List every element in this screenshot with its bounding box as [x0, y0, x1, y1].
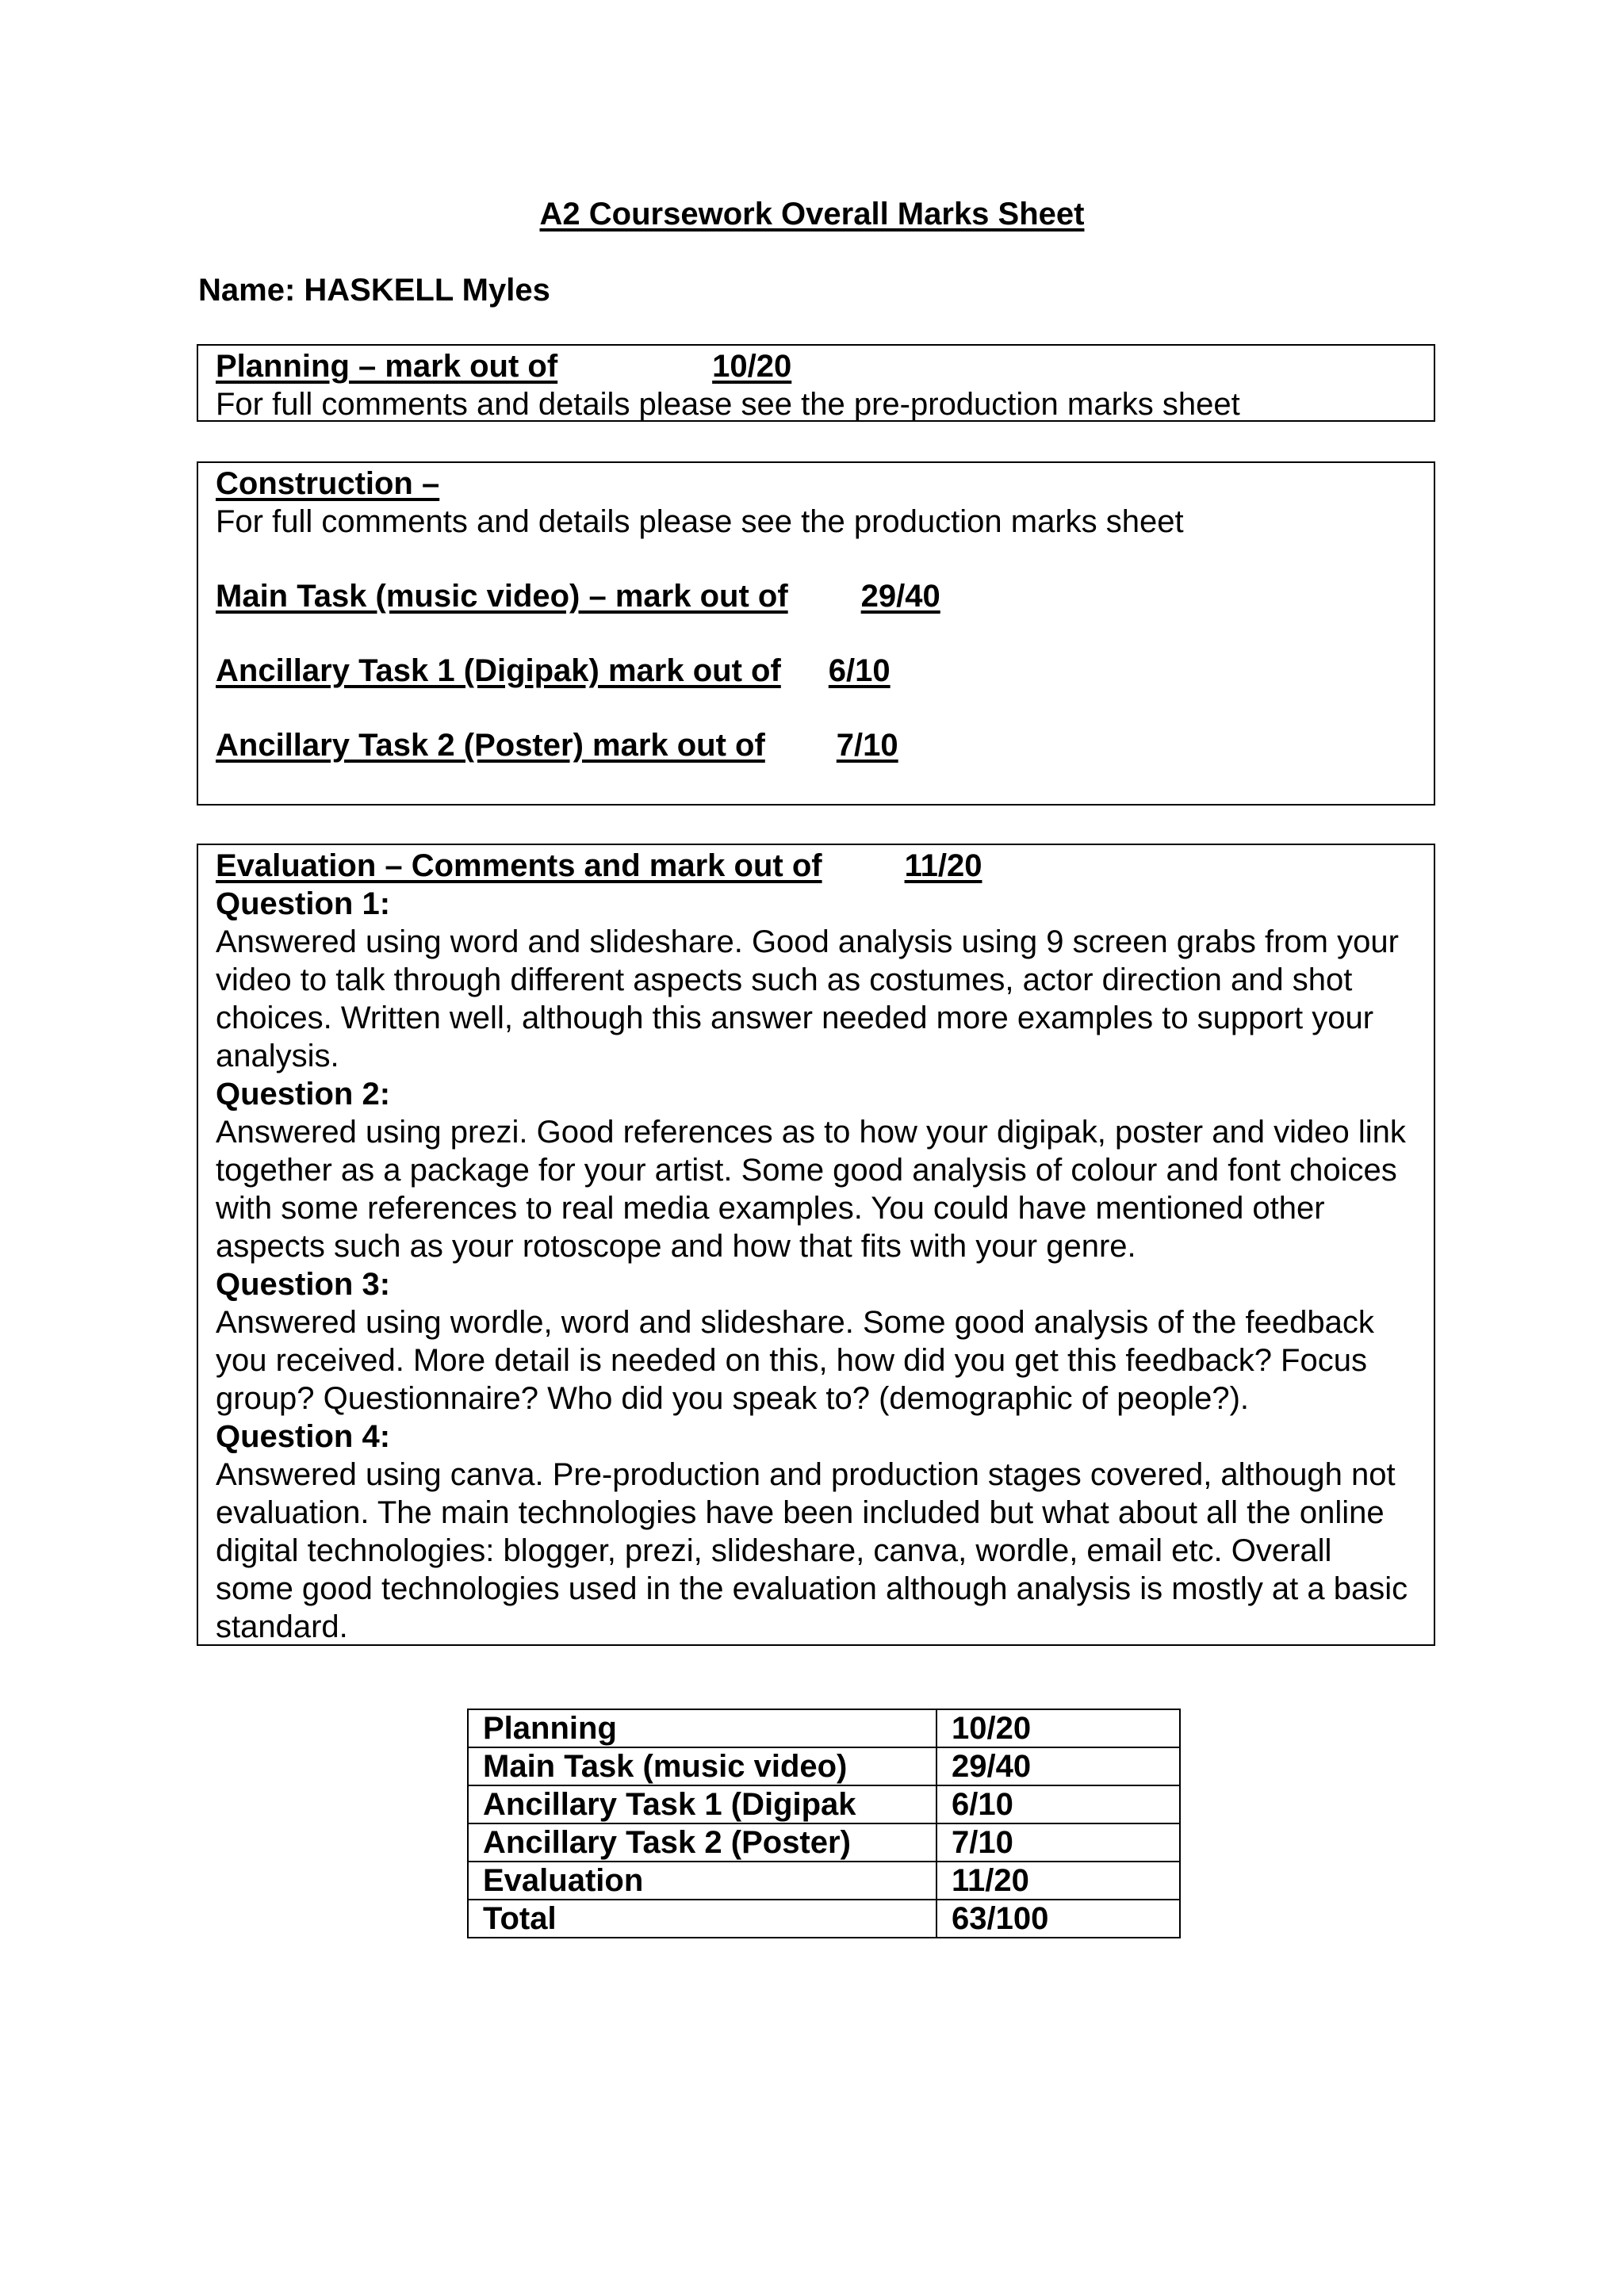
ancillary1-line: Ancillary Task 1 (Digipak) mark out of 6/10 — [216, 653, 891, 688]
main-task-mark: 29/40 — [860, 579, 940, 614]
planning-section — [197, 344, 1435, 422]
question-3-label: Question 3: — [216, 1267, 391, 1302]
row-label: Evaluation — [468, 1862, 936, 1900]
row-mark: 11/20 — [936, 1862, 1180, 1900]
construction-note: For full comments and details please see the production marks sheet — [216, 504, 1184, 539]
table-row-total — [468, 1900, 1180, 1938]
ancillary2-mark: 7/10 — [836, 728, 898, 763]
row-label: Main Task (music video) — [468, 1747, 936, 1785]
question-1-text: Answered using word and slideshare. Good analysis using 9 screen grabs from your video to talk through different aspects such as costumes, actor direction and shot choices. Written well, although this answer needed more examples to support your analysis. — [216, 924, 1399, 1073]
row-mark: 7/10 — [936, 1823, 1180, 1862]
row-mark: 10/20 — [936, 1709, 1180, 1747]
table-row — [468, 1709, 1180, 1747]
table-row — [468, 1747, 1180, 1785]
evaluation-heading: Evaluation – Comments and mark out of 11/20 — [216, 848, 982, 883]
planning-note: For full comments and details please see the pre-production marks sheet — [216, 387, 1240, 422]
table-row — [468, 1785, 1180, 1823]
evaluation-mark: 11/20 — [904, 848, 982, 883]
row-label: Ancillary Task 1 (Digipak — [468, 1785, 936, 1823]
page-title: A2 Coursework Overall Marks Sheet — [539, 197, 1085, 232]
evaluation-section — [197, 844, 1435, 1646]
marks-summary-table — [467, 1709, 1181, 1938]
row-mark: 6/10 — [936, 1785, 1180, 1823]
table-row — [468, 1823, 1180, 1862]
row-label: Planning — [468, 1709, 936, 1747]
planning-heading: Planning – mark out of 10/20 — [216, 349, 792, 384]
planning-mark: 10/20 — [712, 349, 792, 384]
construction-heading: Construction – — [216, 466, 440, 501]
student-name: Name: HASKELL Myles — [198, 273, 550, 308]
row-label: Ancillary Task 2 (Poster) — [468, 1823, 936, 1862]
question-4-text: Answered using canva. Pre-production and production stages covered, although not evaluation. The main technologies have been included but what about all the online digital technologies: blogger, prezi, slideshare, canva, wordle, email etc. Overall some good technologies used in the evaluation although analysis is mostly at a basic standard. — [216, 1457, 1408, 1644]
question-4-label: Question 4: — [216, 1419, 391, 1454]
question-2-label: Question 2: — [216, 1077, 391, 1112]
ancillary2-line: Ancillary Task 2 (Poster) mark out of 7/10 — [216, 728, 898, 763]
question-3-text: Answered using wordle, word and slideshare. Some good analysis of the feedback you received. More detail is needed on this, how did you get this feedback? Focus group? Questionnaire? Who did you speak to? (demographic of people?). — [216, 1305, 1374, 1416]
main-task-line: Main Task (music video) – mark out of 29/40 — [216, 579, 940, 614]
total-mark: 63/100 — [936, 1900, 1180, 1938]
total-label: Total — [468, 1900, 936, 1938]
table-row — [468, 1862, 1180, 1900]
row-mark: 29/40 — [936, 1747, 1180, 1785]
question-2-text: Answered using prezi. Good references as to how your digipak, poster and video link together as a package for your artist. Some good analysis of colour and font choices with some references to real media examples. You could have mentioned other aspects such as your rotoscope and how that fits with your genre. — [216, 1115, 1406, 1264]
construction-section — [197, 461, 1435, 806]
question-1-label: Question 1: — [216, 886, 391, 921]
ancillary1-mark: 6/10 — [828, 653, 891, 688]
